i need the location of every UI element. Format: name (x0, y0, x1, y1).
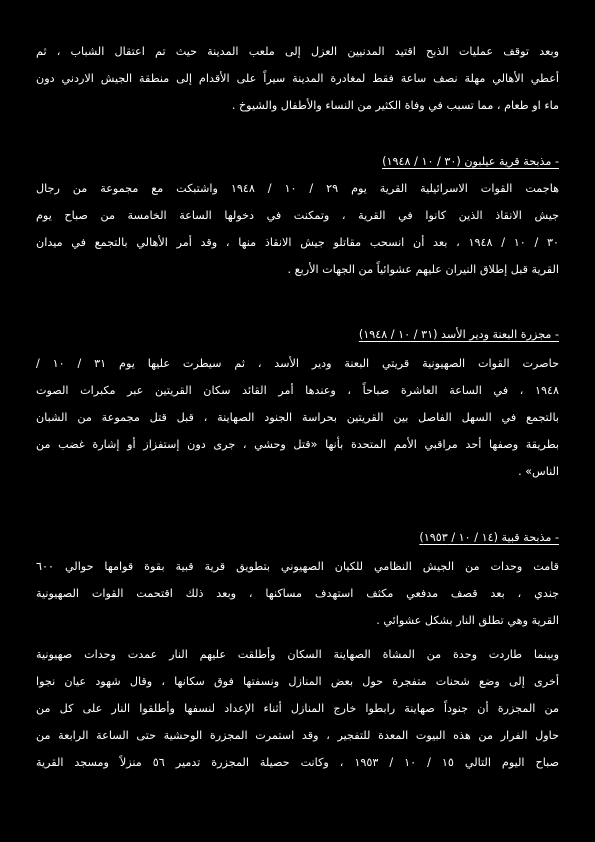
text-line: جندي ، بعد قصف مدفعي مكثف استهدف مساكنها ، وبعد ذلك اقتحمت القوات الصهيونية (36, 587, 559, 600)
paragraph-intro (36, 38, 559, 119)
text-line: جيش الانقاذ الذين كانوا في القرية ، وتمكنت في دخولها الساعة الخامسة من صباح يوم (36, 209, 559, 222)
text-line: حاول الفرار من هذه البيوت المعدة للتفجير ، وقد استمرت المجزرة الوحشية حتى الساعة الرابعة من (36, 729, 559, 742)
text-line: القرية وهي تطلق النار بشكل عشوائي . (376, 614, 559, 627)
text-line: بطريقة وصفها أحد مراقبي الأمم المتحدة بأنها «قتل وحشي ، جرى دون إستفزاز أو إشارة غضب من (36, 438, 559, 451)
paragraph-qibya-1 (36, 553, 559, 634)
text-line: الناس» . (518, 465, 559, 478)
text-line: بالتجمع في السهل الفاصل بين القريتين بحراسة الجنود الصهاينة ، قبل قتل مجموعة من الشبان (36, 411, 559, 424)
text-line: أخرى إلى وضع شحنات متفجرة حول بعض المنازل ونسفتها فوق سكانها ، وقال شهود عيان نجوا (36, 675, 559, 688)
text-line: وبعد توقف عمليات الذبح اقتيد المدنيين العزل إلى ملعب المدينة حيث تم اعتقال الشباب ، ثم (36, 45, 559, 58)
text-line: من المجزرة أن جنوداً صهاينة رابطوا خارج المنازل أثناء الإعداد لنسفها وأطلقوا النار على كل من (36, 702, 559, 715)
text-line: ٣٠ / ١٠ / ١٩٤٨ ، بعد أن انسحب مقاتلو جيش الانقاذ منها ، وقد أمر الأهالي بالتجمع في ميدان (36, 236, 559, 249)
paragraph-qibya-2 (36, 641, 559, 776)
text-line: حاصرت القوات الصهيونية قريتي البعنة ودير الأسد ، ثم سيطرت عليها يوم ٣١ / ١٠ / (36, 357, 559, 370)
text-line: هاجمت القوات الاسرائيلية القرية يوم ٢٩ / ١٠ / ١٩٤٨ واشتبكت مع مجموعة من رجال (36, 182, 559, 195)
paragraph-baana (36, 350, 559, 485)
text-line: ماء او طعام ، مما تسبب في وفاة الكثير من النساء والأطفال والشيوخ . (231, 99, 559, 112)
heading-text: - مذبحة قرية عيلبون (٣٠ / ١٠ / ١٩٤٨) (382, 155, 559, 168)
text-line: وبينما طاردت وحدة من المشاة الصهاينة السكان وأطلقت عليهم النار عمدت وحدات صهيونية (36, 648, 559, 661)
paragraph-eilabun (36, 175, 559, 283)
text-line: صباح اليوم التالي ١٥ / ١٠ / ١٩٥٣ ، وكانت حصيلة المجزرة تدمير ٥٦ منزلاً ومسجد القرية (36, 756, 559, 769)
heading-text: - مذبحة قبية (١٤ / ١٠ / ١٩٥٣) (419, 531, 559, 544)
section-heading-baana (36, 325, 559, 345)
text-line: أعطي الأهالي مهلة نصف ساعة فقط لمغادرة المدينة سيراً على الأقدام إلى منطقة الجيش الاردني دون (36, 72, 559, 85)
text-line: ١٩٤٨ ، في الساعة العاشرة صباحاً ، وعندها أمر القائد سكان القريتين عبر مكبرات الصوت (36, 384, 559, 397)
text-line: قامت وحدات من الجيش النظامي للكيان الصهيوني بتطويق قرية قبية بقوة قوامها حوالي ٦٠٠ (36, 560, 559, 573)
section-heading-qibya (36, 528, 559, 548)
section-heading-eilabun (36, 152, 559, 172)
text-line: القرية قبل إطلاق النيران عليهم عشوائياً من الجهات الأربع . (287, 263, 559, 276)
heading-text: - مجزرة البعنة ودير الأسد (٣١ / ١٠ / ١٩٤٨) (358, 328, 559, 341)
